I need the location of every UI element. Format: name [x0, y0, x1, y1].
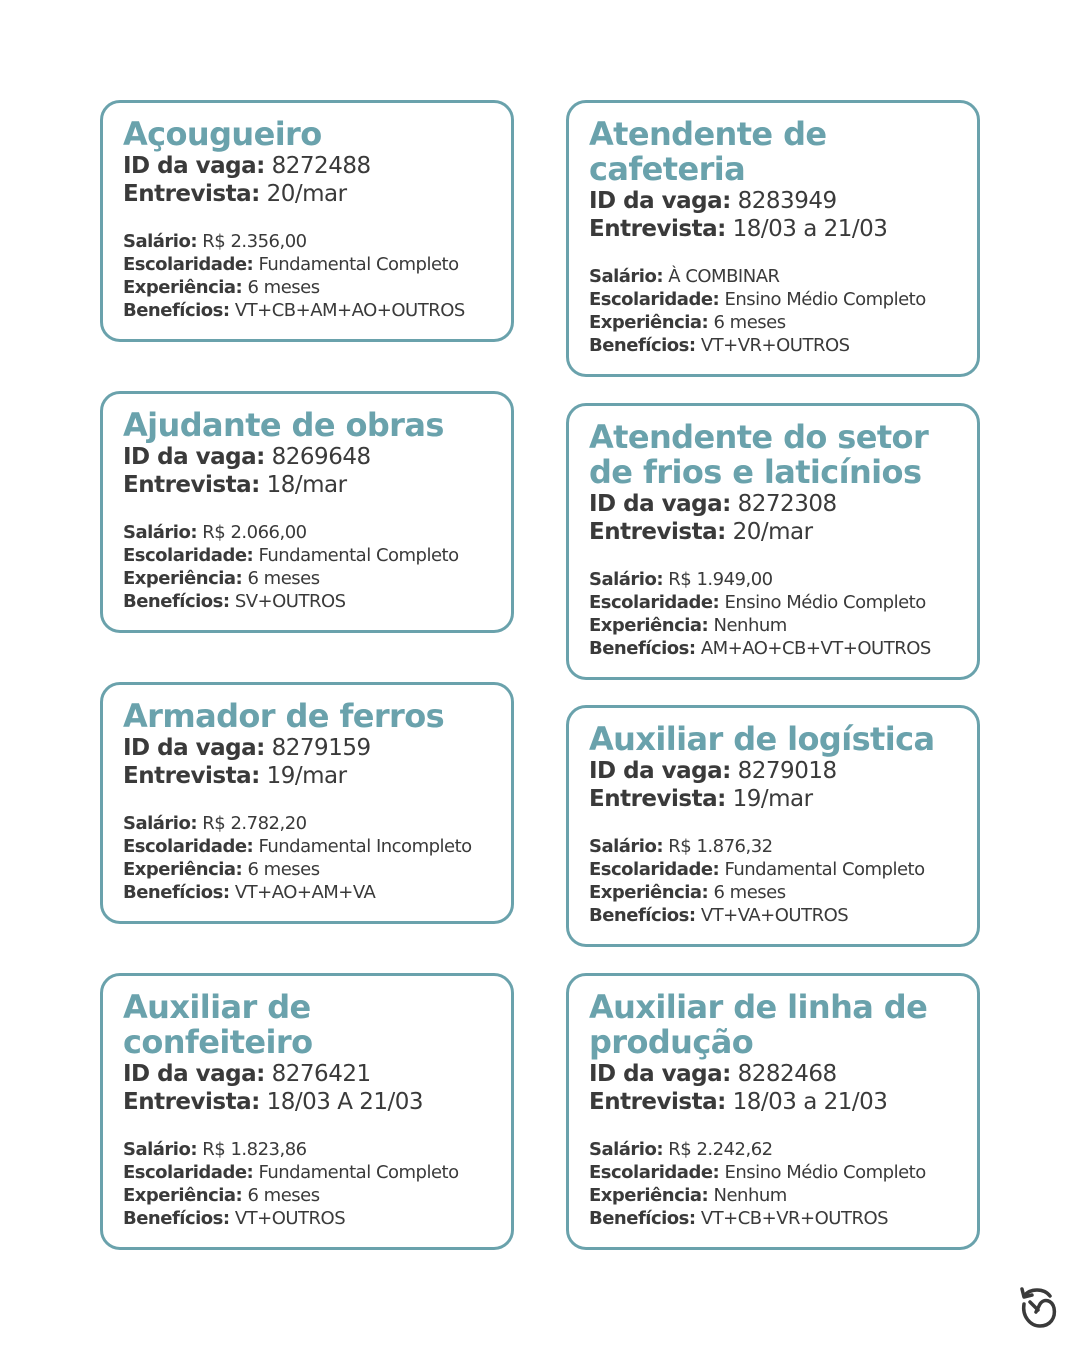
experience-line: Experiência: 6 meses: [123, 1185, 320, 1206]
job-id-value: 8272308: [737, 491, 837, 517]
education-line: Escolaridade: Fundamental Incompleto: [123, 836, 472, 857]
benefits-line: Benefícios: VT+VA+OUTROS: [589, 905, 849, 926]
experience-line: Experiência: Nenhum: [589, 1185, 787, 1206]
interview-value: 18/03 A 21/03: [266, 1089, 424, 1115]
job-id-line: ID da vaga: 8269648: [123, 444, 371, 470]
salary-line: Salário: R$ 2.242,62: [589, 1139, 773, 1160]
benefits-line: Benefícios: VT+OUTROS: [123, 1208, 346, 1229]
job-title: Atendente do setor de frios e laticínios: [589, 418, 929, 491]
experience-line: Experiência: 6 meses: [123, 859, 320, 880]
experience-line: Experiência: 6 meses: [123, 277, 320, 298]
interview-value: 19/mar: [266, 763, 347, 789]
job-id-line: ID da vaga: 8282468: [589, 1061, 837, 1087]
interview-line: Entrevista: 20/mar: [123, 181, 347, 207]
job-id-line: ID da vaga: 8272488: [123, 153, 371, 179]
salary-line: Salário: R$ 2.782,20: [123, 813, 307, 834]
job-id-value: 8279018: [737, 758, 837, 784]
job-id-value: 8276421: [271, 1061, 371, 1087]
job-card-ajudante-obras: [100, 391, 514, 633]
education-line: Escolaridade: Ensino Médio Completo: [589, 592, 926, 613]
job-card-atendente-frios: [566, 403, 980, 680]
job-card-auxiliar-linha-producao: [566, 973, 980, 1250]
benefits-line: Benefícios: VT+AO+AM+VA: [123, 882, 376, 903]
benefits-line: Benefícios: VT+CB+VR+OUTROS: [589, 1208, 889, 1229]
benefits-line: Benefícios: SV+OUTROS: [123, 591, 346, 612]
benefits-line: Benefícios: VT+VR+OUTROS: [589, 335, 850, 356]
salary-line: Salário: R$ 1.949,00: [589, 569, 773, 590]
benefits-line: Benefícios: VT+CB+AM+AO+OUTROS: [123, 300, 465, 321]
interview-line: Entrevista: 19/mar: [589, 786, 813, 812]
interview-value: 18/03 a 21/03: [732, 1089, 888, 1115]
experience-line: Experiência: 6 meses: [589, 882, 786, 903]
job-id-value: 8283949: [737, 188, 837, 214]
job-title: Auxiliar de linha de produção: [589, 988, 928, 1061]
job-title: Atendente de cafeteria: [589, 115, 827, 188]
job-id-line: ID da vaga: 8279018: [589, 758, 837, 784]
salary-line: Salário: R$ 2.356,00: [123, 231, 307, 252]
interview-line: Entrevista: 18/03 a 21/03: [589, 216, 888, 242]
salary-line: Salário: R$ 2.066,00: [123, 522, 307, 543]
job-title: Açougueiro: [123, 115, 322, 153]
job-card-auxiliar-confeiteiro: [100, 973, 514, 1250]
job-title: Auxiliar de logística: [589, 720, 935, 758]
interview-value: 18/03 a 21/03: [732, 216, 888, 242]
job-title: Auxiliar de confeiteiro: [123, 988, 313, 1061]
job-card-armador-ferros: [100, 682, 514, 924]
job-card-acougueiro: [100, 100, 514, 342]
job-id-line: ID da vaga: 8279159: [123, 735, 371, 761]
job-id-value: 8272488: [271, 153, 371, 179]
education-line: Escolaridade: Fundamental Completo: [123, 545, 459, 566]
job-id-line: ID da vaga: 8276421: [123, 1061, 371, 1087]
benefits-line: Benefícios: AM+AO+CB+VT+OUTROS: [589, 638, 931, 659]
job-id-value: 8279159: [271, 735, 371, 761]
salary-line: Salário: R$ 1.876,32: [589, 836, 773, 857]
interview-value: 20/mar: [266, 181, 347, 207]
interview-line: Entrevista: 19/mar: [123, 763, 347, 789]
brand-logo-icon: [1010, 1280, 1064, 1334]
education-line: Escolaridade: Ensino Médio Completo: [589, 1162, 926, 1183]
salary-line: Salário: À COMBINAR: [589, 266, 780, 287]
interview-value: 18/mar: [266, 472, 347, 498]
job-card-atendente-cafeteria: [566, 100, 980, 377]
salary-line: Salário: R$ 1.823,86: [123, 1139, 307, 1160]
job-id-value: 8282468: [737, 1061, 837, 1087]
education-line: Escolaridade: Fundamental Completo: [123, 254, 459, 275]
interview-line: Entrevista: 18/03 a 21/03: [589, 1089, 888, 1115]
experience-line: Experiência: 6 meses: [589, 312, 786, 333]
experience-line: Experiência: Nenhum: [589, 615, 787, 636]
job-id-line: ID da vaga: 8283949: [589, 188, 837, 214]
education-line: Escolaridade: Fundamental Completo: [589, 859, 925, 880]
job-card-auxiliar-logistica: [566, 705, 980, 947]
interview-line: Entrevista: 18/mar: [123, 472, 347, 498]
interview-line: Entrevista: 20/mar: [589, 519, 813, 545]
job-id-value: 8269648: [271, 444, 371, 470]
job-title: Ajudante de obras: [123, 406, 444, 444]
interview-value: 19/mar: [732, 786, 813, 812]
interview-line: Entrevista: 18/03 A 21/03: [123, 1089, 424, 1115]
job-id-line: ID da vaga: 8272308: [589, 491, 837, 517]
interview-value: 20/mar: [732, 519, 813, 545]
education-line: Escolaridade: Fundamental Completo: [123, 1162, 459, 1183]
education-line: Escolaridade: Ensino Médio Completo: [589, 289, 926, 310]
job-title: Armador de ferros: [123, 697, 445, 735]
experience-line: Experiência: 6 meses: [123, 568, 320, 589]
